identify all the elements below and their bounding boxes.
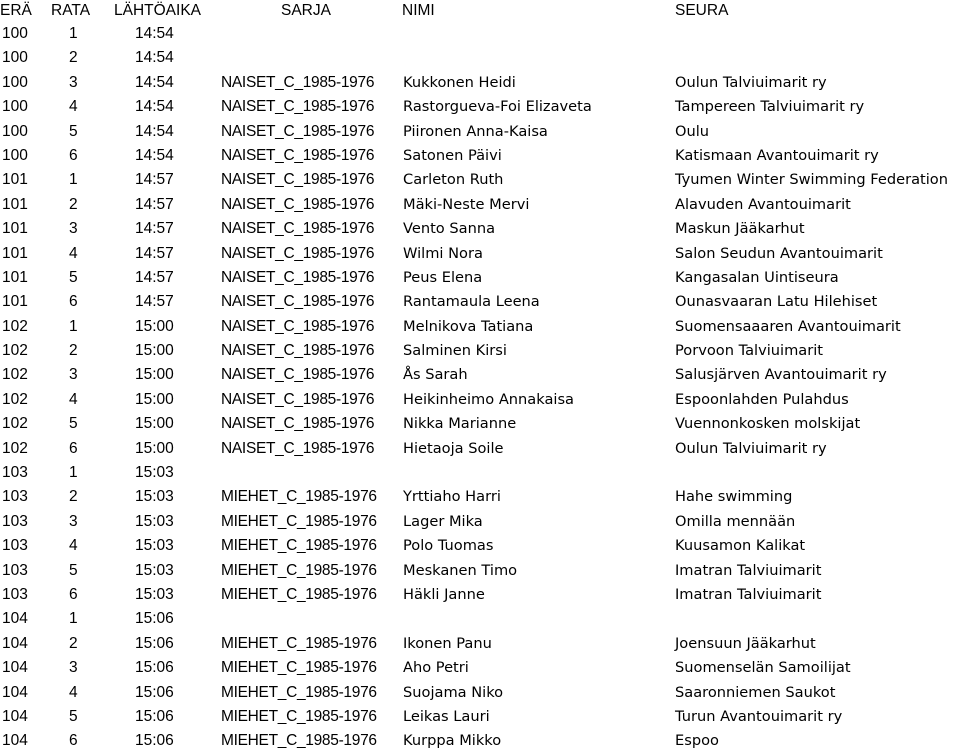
cell-era: 100 (2, 122, 28, 140)
cell-nimi: Piironen Anna-Kaisa (403, 122, 548, 140)
cell-sarja: MIEHET_C_1985-1976 (221, 659, 377, 677)
cell-lahtoaika: 15:06 (135, 707, 174, 725)
table-row (0, 534, 960, 558)
cell-seura: Oulu (675, 122, 710, 140)
cell-lahtoaika: 14:54 (135, 98, 174, 116)
cell-seura: Hahe swimming (675, 488, 793, 506)
cell-sarja: MIEHET_C_1985-1976 (221, 537, 377, 555)
cell-sarja: MIEHET_C_1985-1976 (221, 732, 377, 750)
cell-era: 100 (2, 25, 28, 42)
cell-nimi: Peus Elena (403, 268, 483, 286)
cell-nimi: Lager Mika (403, 512, 483, 530)
cell-seura: Imatran Talviuimarit (675, 585, 822, 603)
cell-lahtoaika: 14:57 (135, 171, 174, 189)
cell-era: 100 (2, 146, 28, 164)
cell-rata: 4 (69, 390, 78, 408)
cell-lahtoaika: 15:03 (135, 512, 174, 530)
cell-era: 101 (2, 220, 28, 238)
cell-sarja: MIEHET_C_1985-1976 (221, 585, 377, 603)
cell-sarja: NAISET_C_1985-1976 (221, 268, 375, 286)
cell-nimi: Ås Sarah (403, 366, 468, 384)
cell-sarja: MIEHET_C_1985-1976 (221, 488, 377, 506)
header-rata: RATA (51, 2, 91, 19)
cell-seura: Porvoon Talviuimarit (675, 342, 824, 360)
table-row (0, 705, 960, 729)
cell-nimi: Kurppa Mikko (403, 732, 502, 750)
cell-era: 103 (2, 585, 28, 603)
cell-era: 102 (2, 342, 28, 360)
table-row (0, 681, 960, 705)
cell-seura: Turun Avantouimarit ry (675, 707, 843, 725)
cell-seura: Maskun Jääkarhut (675, 220, 805, 238)
cell-lahtoaika: 15:06 (135, 732, 174, 750)
cell-nimi: Melnikova Tatiana (403, 317, 534, 335)
cell-rata: 4 (69, 537, 78, 555)
cell-sarja: MIEHET_C_1985-1976 (221, 634, 377, 652)
cell-nimi: Satonen Päivi (403, 146, 502, 164)
table-row (0, 22, 960, 46)
table-row (0, 144, 960, 168)
cell-sarja: NAISET_C_1985-1976 (221, 293, 375, 311)
cell-lahtoaika: 15:06 (135, 634, 174, 652)
cell-lahtoaika: 15:03 (135, 585, 174, 603)
cell-era: 104 (2, 732, 28, 750)
cell-lahtoaika: 14:54 (135, 25, 174, 42)
header-seura: SEURA (675, 2, 729, 19)
cell-rata: 5 (69, 268, 78, 286)
table-row (0, 290, 960, 314)
cell-nimi: Leikas Lauri (403, 707, 490, 725)
cell-seura: Espoonlahden Pulahdus (675, 390, 849, 408)
table-row (0, 559, 960, 583)
cell-seura: Suomensaaaren Avantouimarit (675, 317, 901, 335)
cell-lahtoaika: 15:06 (135, 683, 174, 701)
cell-nimi: Heikinheimo Annakaisa (403, 390, 574, 408)
cell-era: 103 (2, 464, 28, 482)
cell-rata: 3 (69, 512, 78, 530)
cell-era: 103 (2, 512, 28, 530)
cell-rata: 2 (69, 342, 78, 360)
cell-sarja: NAISET_C_1985-1976 (221, 122, 375, 140)
cell-era: 102 (2, 415, 28, 433)
cell-era: 101 (2, 195, 28, 213)
cell-sarja: NAISET_C_1985-1976 (221, 439, 375, 457)
cell-nimi: Kukkonen Heidi (403, 73, 516, 91)
cell-lahtoaika: 14:57 (135, 293, 174, 311)
cell-sarja: NAISET_C_1985-1976 (221, 98, 375, 116)
cell-sarja: NAISET_C_1985-1976 (221, 171, 375, 189)
cell-seura: Joensuun Jääkarhut (675, 634, 816, 652)
table-row (0, 120, 960, 144)
cell-era: 101 (2, 244, 28, 262)
cell-rata: 5 (69, 415, 78, 433)
table-row (0, 46, 960, 70)
cell-era: 100 (2, 49, 28, 67)
table-row (0, 266, 960, 290)
cell-seura: Imatran Talviuimarit (675, 561, 822, 579)
cell-lahtoaika: 14:54 (135, 146, 174, 164)
cell-era: 102 (2, 317, 28, 335)
cell-lahtoaika: 15:03 (135, 488, 174, 506)
table-row (0, 412, 960, 436)
cell-seura: Tyumen Winter Swimming Federation (675, 171, 948, 189)
cell-rata: 6 (69, 146, 78, 164)
cell-era: 100 (2, 73, 28, 91)
cell-era: 104 (2, 683, 28, 701)
cell-nimi: Yrttiaho Harri (403, 488, 501, 506)
cell-nimi: Mäki-Neste Mervi (403, 195, 530, 213)
cell-seura: Kangasalan Uintiseura (675, 268, 839, 286)
cell-era: 102 (2, 366, 28, 384)
cell-nimi: Aho Petri (403, 659, 469, 677)
cell-sarja: NAISET_C_1985-1976 (221, 220, 375, 238)
cell-nimi: Carleton Ruth (403, 171, 504, 189)
cell-nimi: Ikonen Panu (403, 634, 492, 652)
cell-rata: 1 (69, 610, 78, 628)
cell-seura: Salon Seudun Avantouimarit (675, 244, 883, 262)
table-row (0, 339, 960, 363)
cell-lahtoaika: 15:00 (135, 342, 174, 360)
cell-lahtoaika: 14:54 (135, 49, 174, 67)
cell-sarja: NAISET_C_1985-1976 (221, 317, 375, 335)
cell-nimi: Rantamaula Leena (403, 293, 540, 311)
cell-sarja: NAISET_C_1985-1976 (221, 73, 375, 91)
cell-nimi: Nikka Marianne (403, 415, 517, 433)
cell-nimi: Rastorgueva-Foi Elizaveta (403, 98, 592, 116)
cell-lahtoaika: 14:54 (135, 122, 174, 140)
cell-rata: 6 (69, 293, 78, 311)
cell-era: 102 (2, 439, 28, 457)
cell-lahtoaika: 15:03 (135, 464, 174, 482)
cell-lahtoaika: 15:00 (135, 366, 174, 384)
header-row (0, 0, 960, 22)
cell-era: 103 (2, 488, 28, 506)
header-aika: LÄHTÖAIKA (114, 2, 201, 19)
cell-sarja: NAISET_C_1985-1976 (221, 342, 375, 360)
cell-lahtoaika: 15:03 (135, 537, 174, 555)
cell-rata: 4 (69, 683, 78, 701)
cell-nimi: Wilmi Nora (403, 244, 483, 262)
cell-rata: 1 (69, 464, 78, 482)
cell-nimi: Häkli Janne (403, 585, 485, 603)
cell-sarja: MIEHET_C_1985-1976 (221, 707, 377, 725)
table-row (0, 193, 960, 217)
cell-nimi: Hietaoja Soile (403, 439, 504, 457)
cell-era: 103 (2, 537, 28, 555)
cell-lahtoaika: 14:54 (135, 73, 174, 91)
cell-lahtoaika: 15:00 (135, 439, 174, 457)
cell-rata: 2 (69, 49, 78, 67)
cell-lahtoaika: 14:57 (135, 268, 174, 286)
cell-nimi: Salminen Kirsi (403, 342, 507, 360)
cell-nimi: Vento Sanna (403, 220, 496, 238)
table-row (0, 437, 960, 461)
cell-rata: 2 (69, 634, 78, 652)
cell-nimi: Meskanen Timo (403, 561, 518, 579)
cell-lahtoaika: 15:00 (135, 415, 174, 433)
cell-seura: Katismaan Avantouimarit ry (675, 146, 879, 164)
cell-sarja: NAISET_C_1985-1976 (221, 244, 375, 262)
cell-rata: 5 (69, 707, 78, 725)
cell-seura: Salusjärven Avantouimarit ry (675, 366, 887, 384)
header-era: ERÄ (0, 2, 32, 19)
cell-era: 101 (2, 171, 28, 189)
cell-rata: 3 (69, 220, 78, 238)
cell-lahtoaika: 15:00 (135, 317, 174, 335)
cell-seura: Espoo (675, 732, 719, 750)
cell-rata: 5 (69, 561, 78, 579)
table-row (0, 583, 960, 607)
cell-rata: 3 (69, 73, 78, 91)
cell-rata: 6 (69, 732, 78, 750)
cell-rata: 2 (69, 195, 78, 213)
table-row (0, 71, 960, 95)
cell-lahtoaika: 14:57 (135, 220, 174, 238)
cell-era: 104 (2, 634, 28, 652)
cell-rata: 1 (69, 171, 78, 189)
table-row (0, 217, 960, 241)
cell-sarja: NAISET_C_1985-1976 (221, 415, 375, 433)
cell-seura: Ounasvaaran Latu Hilehiset (675, 293, 878, 311)
cell-sarja: NAISET_C_1985-1976 (221, 390, 375, 408)
cell-era: 103 (2, 561, 28, 579)
cell-seura: Oulun Talviuimarit ry (675, 73, 827, 91)
cell-seura: Suomenselän Samoilijat (675, 659, 851, 677)
cell-sarja: MIEHET_C_1985-1976 (221, 683, 377, 701)
cell-seura: Oulun Talviuimarit ry (675, 439, 827, 457)
cell-sarja: NAISET_C_1985-1976 (221, 366, 375, 384)
table-row (0, 485, 960, 509)
cell-lahtoaika: 14:57 (135, 195, 174, 213)
cell-lahtoaika: 14:57 (135, 244, 174, 262)
cell-rata: 1 (69, 25, 78, 42)
cell-nimi: Suojama Niko (403, 683, 504, 701)
cell-era: 104 (2, 707, 28, 725)
cell-rata: 4 (69, 244, 78, 262)
cell-sarja: MIEHET_C_1985-1976 (221, 561, 377, 579)
header-nimi: NIMI (402, 2, 435, 19)
cell-rata: 6 (69, 439, 78, 457)
cell-rata: 2 (69, 488, 78, 506)
cell-lahtoaika: 15:06 (135, 610, 174, 628)
cell-lahtoaika: 15:03 (135, 561, 174, 579)
cell-rata: 5 (69, 122, 78, 140)
table-row (0, 388, 960, 412)
cell-sarja: MIEHET_C_1985-1976 (221, 512, 377, 530)
cell-rata: 6 (69, 585, 78, 603)
header-sarja: SARJA (281, 2, 331, 19)
cell-sarja: NAISET_C_1985-1976 (221, 195, 375, 213)
cell-rata: 3 (69, 659, 78, 677)
cell-nimi: Polo Tuomas (403, 537, 494, 555)
cell-era: 104 (2, 610, 28, 628)
table-row (0, 656, 960, 680)
cell-rata: 3 (69, 366, 78, 384)
table-row (0, 510, 960, 534)
cell-era: 102 (2, 390, 28, 408)
cell-seura: Tampereen Talviuimarit ry (675, 98, 865, 116)
table-row (0, 315, 960, 339)
table-row (0, 95, 960, 119)
table-row (0, 363, 960, 387)
cell-seura: Alavuden Avantouimarit (675, 195, 851, 213)
cell-seura: Kuusamon Kalikat (675, 537, 806, 555)
table-row (0, 242, 960, 266)
cell-seura: Vuennonkosken molskijat (675, 415, 861, 433)
cell-era: 100 (2, 98, 28, 116)
cell-era: 104 (2, 659, 28, 677)
table-row (0, 168, 960, 192)
table-body (0, 22, 960, 754)
cell-era: 101 (2, 293, 28, 311)
cell-lahtoaika: 15:06 (135, 659, 174, 677)
table-row (0, 461, 960, 485)
cell-rata: 1 (69, 317, 78, 335)
table-row (0, 632, 960, 656)
cell-seura: Saaronniemen Saukot (675, 683, 836, 701)
table-row (0, 607, 960, 631)
cell-era: 101 (2, 268, 28, 286)
table-row (0, 729, 960, 753)
cell-sarja: NAISET_C_1985-1976 (221, 146, 375, 164)
cell-rata: 4 (69, 98, 78, 116)
cell-seura: Omilla mennään (675, 512, 796, 530)
cell-lahtoaika: 15:00 (135, 390, 174, 408)
